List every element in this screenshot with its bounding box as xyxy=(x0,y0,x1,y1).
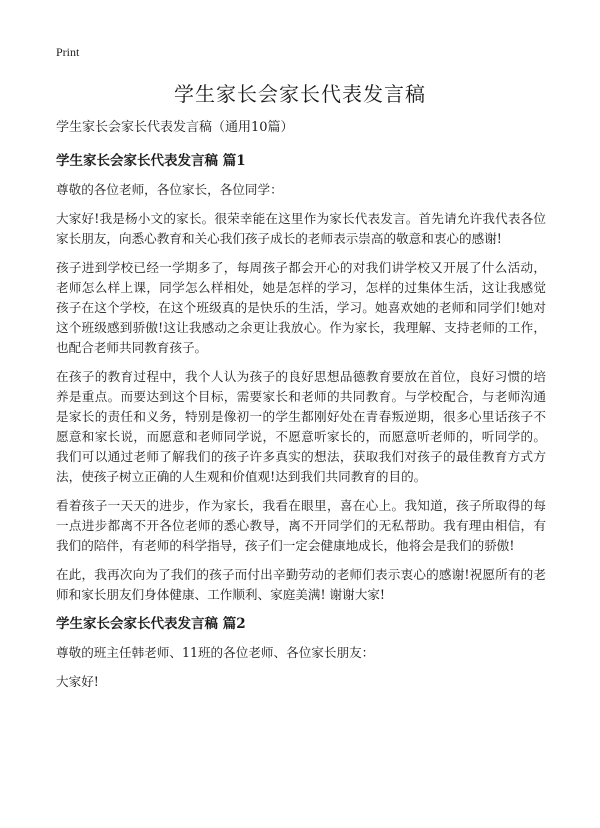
paragraph: 孩子进到学校已经一学期多了，每周孩子都会开心的对我们讲学校又开展了什么活动，老师怎么样上课，同学怎么样相处，她是怎样的学习，怎样的过集体生活，这让我感觉孩子在这个学校，在这个班级真的是快乐的生活，学习。她喜欢她的老师和同学们!她对这个班级感到骄傲!这让我感动之余更让我放心。作为家长，我理解、支持老师的工作，也配合老师共同教育孩子。 xyxy=(56,260,546,355)
page-title: 学生家长会家长代表发言稿 xyxy=(174,82,426,106)
paragraph: 大家好! xyxy=(56,674,99,689)
section-2 xyxy=(56,614,546,692)
paragraph: 在此，我再次向为了我们的孩子而付出辛勤劳动的老师们表示衷心的感谢!祝愿所有的老师和家长朋友们身体健康、工作顺利、家庭美满! 谢谢大家! xyxy=(56,567,546,602)
print-link[interactable]: Print xyxy=(56,45,80,59)
section-1 xyxy=(56,151,546,605)
paragraph: 看着孩子一天天的进步，作为家长，我看在眼里，喜在心上。我知道，孩子所取得的每一点进步都离不开各位老师的悉心教导，离不开同学们的无私帮助。我有理由相信，有我们的陪伴，有老师的科学指导，孩子们一定会健康地成长，他将会是我们的骄傲! xyxy=(56,498,546,553)
paragraph: 尊敬的班主任韩老师、11班的各位老师、各位家长朋友： xyxy=(56,645,375,660)
document-body xyxy=(56,118,546,701)
document-subtitle: 学生家长会家长代表发言稿（通用10篇） xyxy=(56,120,294,135)
section-heading: 学生家长会家长代表发言稿 篇2 xyxy=(56,616,246,632)
paragraph: 在孩子的教育过程中，我个人认为孩子的良好思想品德教育要放在首位，良好习惯的培养是重点。而要达到这个目标，需要家长和老师的共同教育。与学校配合，与老师沟通是家长的责任和义务，特别是像初一的学生都刚好处在青春叛逆期，很多心里话孩子不愿意和家长说，而愿意和老师同学说，不愿意听家长的，而愿意听老师的，听同学的。我们可以通过老师了解我们的孩子许多真实的想法，获取我们对孩子的最佳教育方式方法，使孩子树立正确的人生观和价值观!达到我们共同教育的目的。 xyxy=(56,369,546,484)
paragraph: 大家好!我是杨小文的家长。很荣幸能在这里作为家长代表发言。首先请允许我代表各位家长朋友，向悉心教育和关心我们孩子成长的老师表示崇高的敬意和衷心的感谢! xyxy=(56,211,546,246)
paragraph: 尊敬的各位老师，各位家长，各位同学： xyxy=(56,182,283,197)
section-heading: 学生家长会家长代表发言稿 篇1 xyxy=(56,153,246,169)
